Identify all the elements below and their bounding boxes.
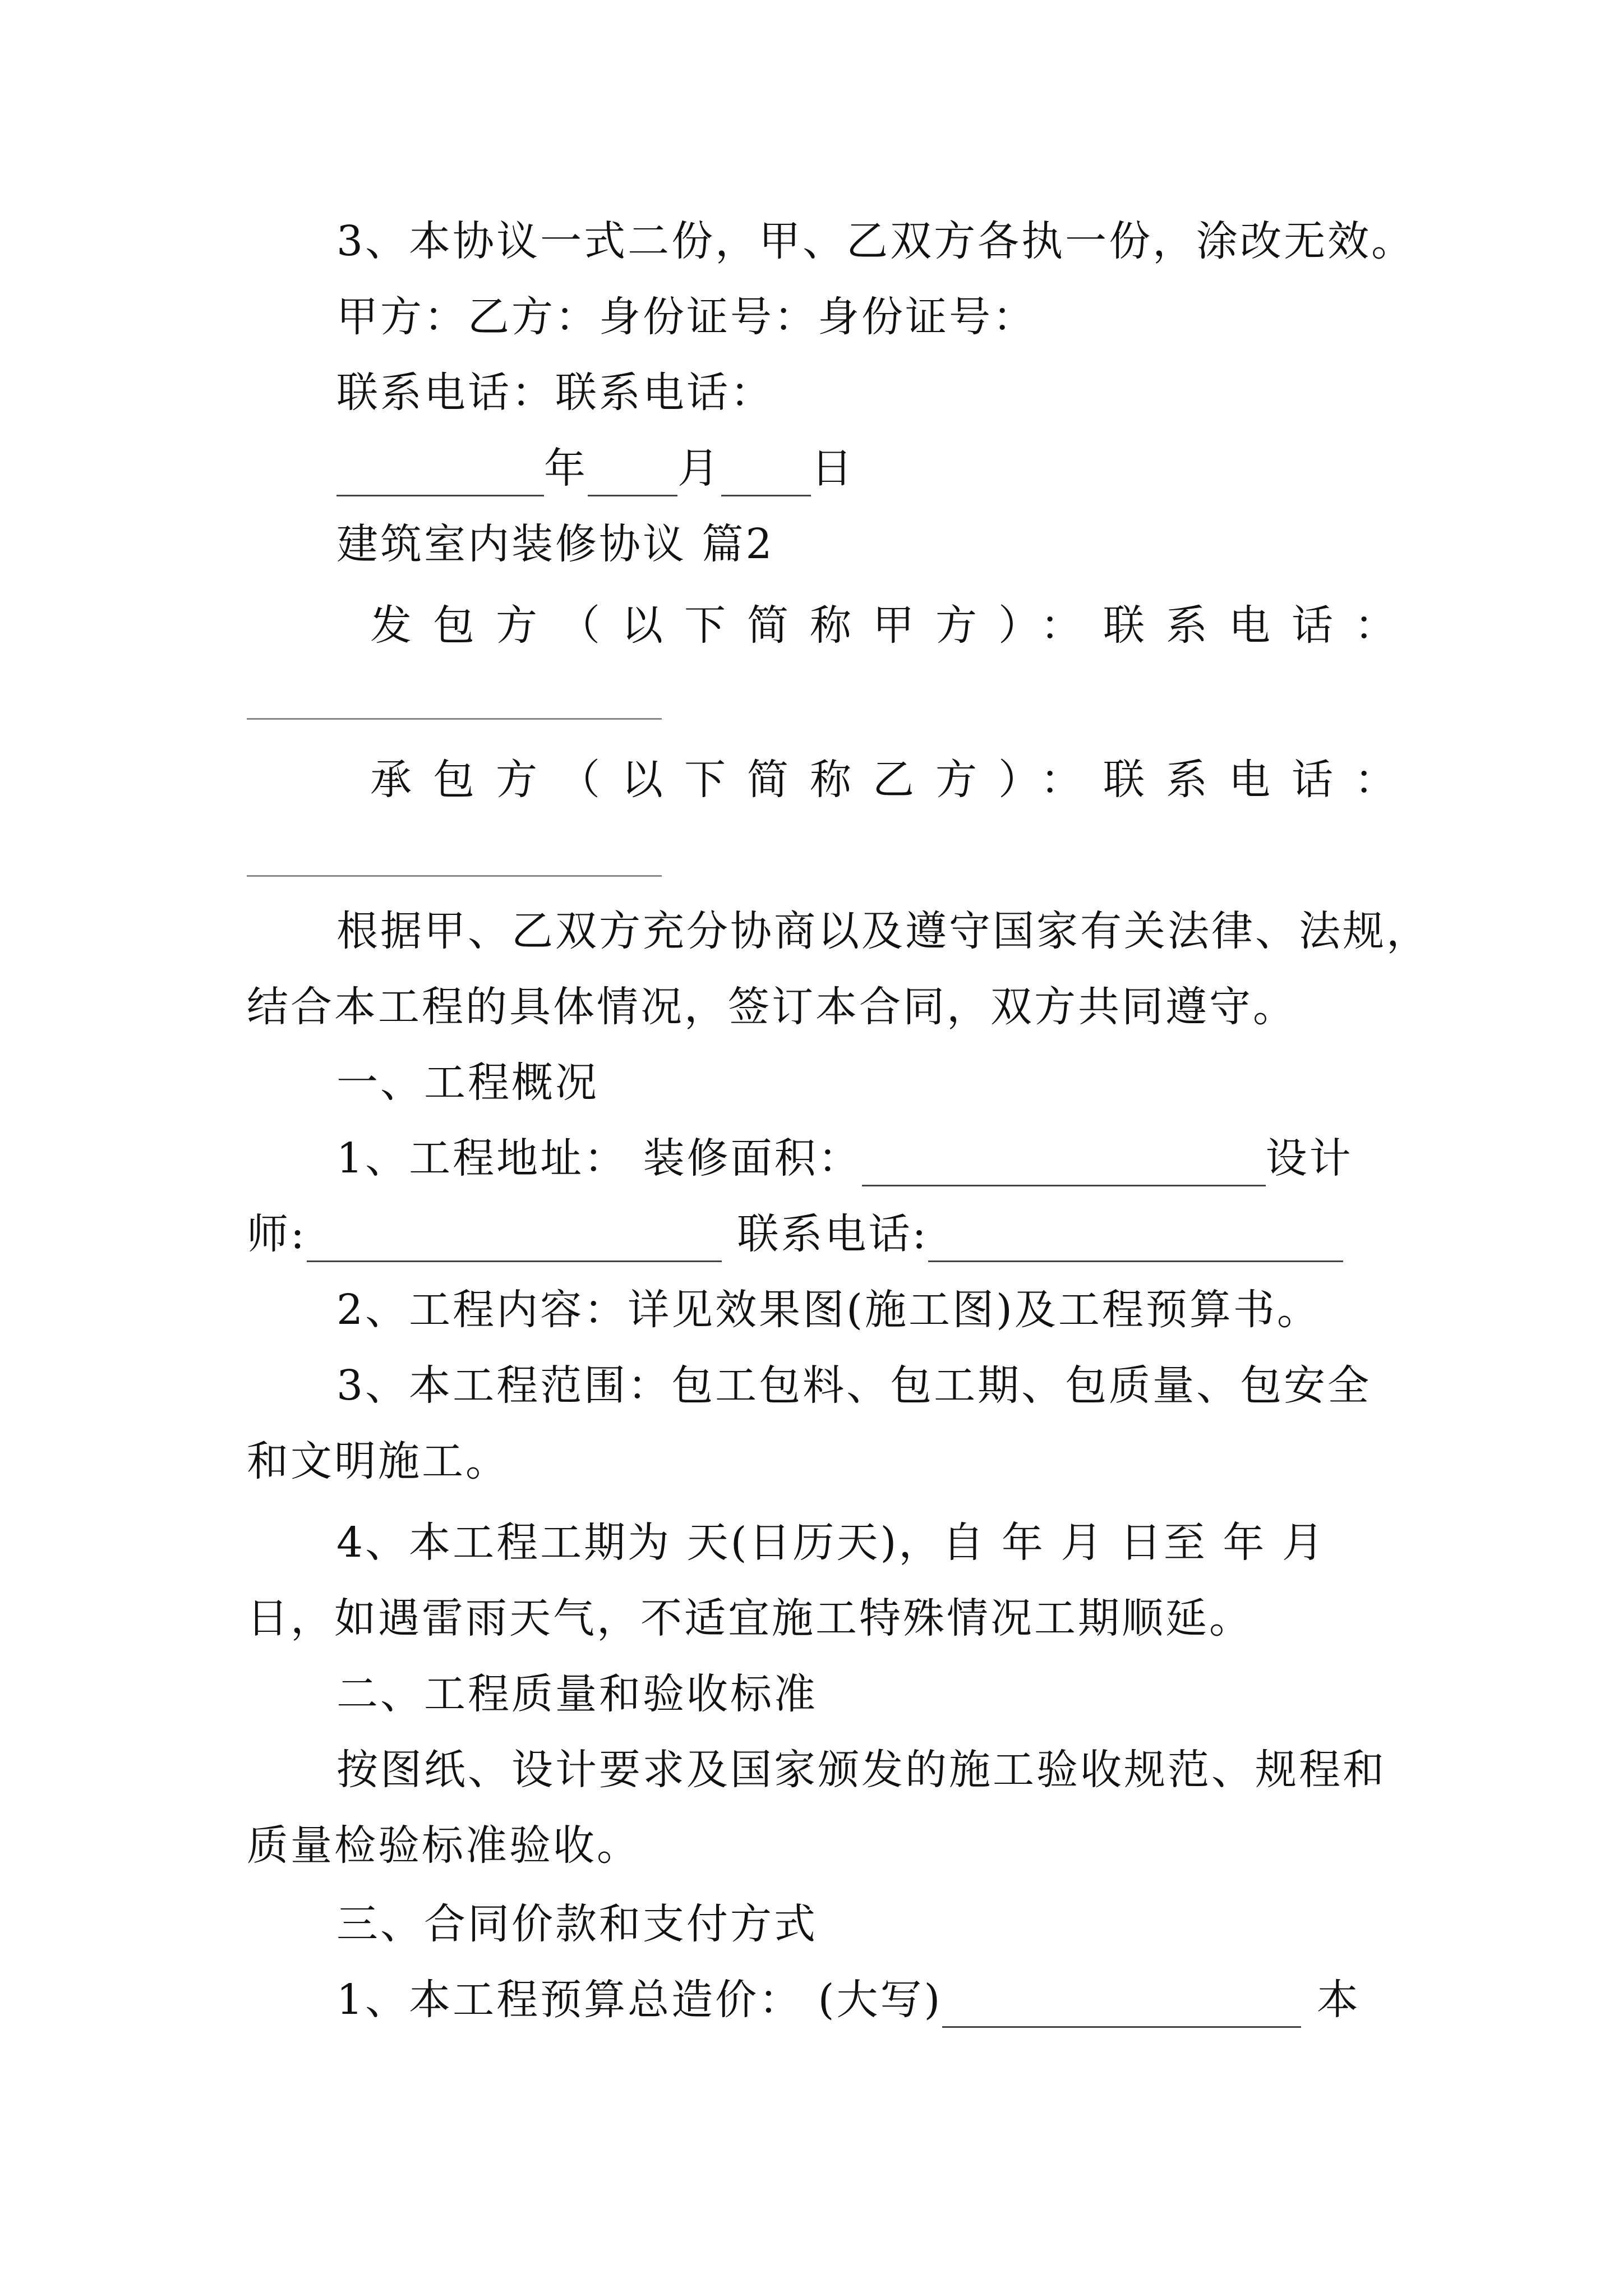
employer-line — [370, 597, 1417, 654]
employer-label: 发包方（以下简称甲方）： — [370, 601, 1103, 650]
area-label: 装修面积： — [643, 1134, 862, 1182]
heading-quality: 二、工程质量和验收标准 — [336, 1670, 818, 1718]
total-price-label: 1、本工程预算总造价： — [336, 1976, 803, 2024]
month-label: 月 — [677, 444, 721, 493]
section-heading: 建筑室内装修协议 篇2 — [336, 520, 774, 568]
day-blank — [721, 455, 811, 496]
year-label: 年 — [544, 444, 588, 493]
area-blank — [862, 1145, 1266, 1186]
year-blank — [336, 455, 544, 496]
contractor-phone-blank — [247, 875, 662, 877]
amount-blank — [942, 1987, 1301, 2028]
date-line — [336, 440, 855, 496]
designer-phone-label: 联系电话: — [737, 1210, 929, 1258]
contractor-line — [370, 752, 1417, 808]
party-id-line: 甲方：乙方：身份证号：身份证号： — [336, 293, 1036, 341]
project-duration-line-1: 4、本工程工期为 天(日历天)，自 年 月 日至 年 月 — [336, 1519, 1326, 1567]
quality-line-1: 按图纸、设计要求及国家颁发的施工验收规范、规程和 — [336, 1746, 1386, 1794]
address-label: 1、工程地址： — [336, 1134, 628, 1182]
preamble-line-1: 根据甲、乙双方充分协商以及遵守国家有关法律、法规， — [336, 907, 1430, 955]
month-blank — [588, 455, 677, 496]
preamble-line-2: 结合本工程的具体情况，签订本合同，双方共同遵守。 — [247, 983, 1297, 1031]
contact-phone-line: 联系电话：联系电话： — [336, 369, 774, 417]
designer-label-part1: 设计 — [1265, 1134, 1353, 1182]
contractor-phone-label: 联系电话： — [1103, 756, 1417, 804]
heading-project-overview: 一、工程概况 — [336, 1059, 599, 1107]
employer-phone-label: 联系电话： — [1103, 601, 1417, 650]
designer-line — [247, 1206, 1343, 1262]
continuation-char: 本 — [1316, 1976, 1361, 2024]
designer-phone-blank — [928, 1221, 1343, 1262]
designer-label-part2: 师: — [247, 1210, 307, 1258]
uppercase-amount-label: (大写) — [818, 1976, 943, 2024]
total-price-line — [336, 1972, 1361, 2028]
project-scope-line-1: 3、本工程范围：包工包料、包工期、包质量、包安全 — [336, 1361, 1372, 1410]
project-address-line — [336, 1130, 1353, 1186]
quality-line-2: 质量检验标准验收。 — [247, 1821, 640, 1870]
project-scope-line-2: 和文明施工。 — [247, 1437, 509, 1485]
project-duration-line-2: 日，如遇雷雨天气，不适宜施工特殊情况工期顺延。 — [247, 1594, 1253, 1642]
designer-blank — [307, 1221, 722, 1262]
clause-3-copies: 3、本协议一式二份，甲、乙双方各执一份，涂改无效。 — [336, 217, 1415, 265]
day-label: 日 — [811, 444, 855, 493]
heading-price-payment: 三、合同价款和支付方式 — [336, 1900, 818, 1948]
project-content-line: 2、工程内容：详见效果图(施工图)及工程预算书。 — [336, 1286, 1321, 1334]
employer-phone-blank — [247, 718, 662, 720]
contractor-label: 承包方（以下简称乙方）： — [370, 756, 1103, 804]
